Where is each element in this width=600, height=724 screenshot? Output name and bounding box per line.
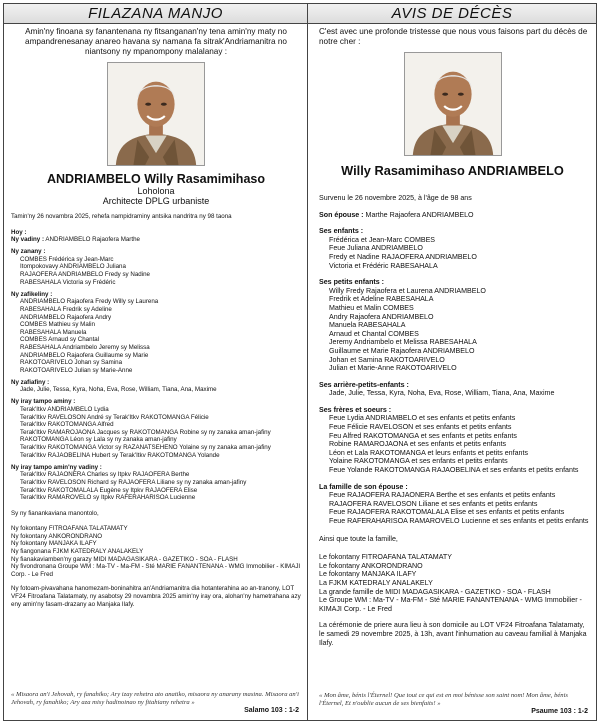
deceased-name-left: ANDRIAMBELO Willy Rasamimihaso — [47, 172, 265, 186]
list-item: Feue RAJAOFERA RAKOTOMALALA Elise et ses enfants et petits enfants — [329, 508, 565, 517]
list-item: Feue Lydia ANDRIAMBELO et ses enfants et petits enfants — [329, 414, 516, 423]
right-quote: « Mon âme, bénis l'Éternel! Que tout ce qui est en moi bénisse son saint nom! Mon âme, bénis l'Éternel, Et n'oublie aucun de ses bienfaits! » — [319, 692, 568, 707]
list-item: Terak'Itkv RAMAROVELO sy Itpkv RAFERAHARISOA Lucienne — [20, 494, 196, 502]
vady-value: ANDRIAMBELO Rajaofera Marthe — [45, 236, 140, 244]
list-item: Arnaud et Chantal COMBES — [329, 329, 419, 338]
list-item: Terak'Itkv RAJAONERA Charles sy Itpkv RAJAOFERA Berthe — [20, 471, 190, 479]
petits-enfants-label: Ses petits enfants : — [319, 278, 385, 287]
right-fokontany-list — [315, 553, 590, 613]
list-item: Feue Yolande RAKOTOMANGA RAJAOBELINA et ses enfants et petits enfants — [329, 466, 579, 475]
list-item: Ny fivondronana Groupe WM : Ma-TV - Ma-FM - Sté MARIE FANANTENANA - WMG Immobilier - KIMAJI Corp. - Le Fred — [11, 563, 301, 578]
right-intro: C'est avec une profonde tristesse que nous vous faisons part du décès de notre cher : — [319, 27, 588, 46]
ceremonie-text: La cérémonie de priere aura lieu à son domicile au LOT VF24 Fitroafana Talatamaty, le samedi 29 novembre 2025, à 13h, avant l'inhumation au caveau familial à Manjaka Ilafy. — [319, 621, 587, 647]
enfants-label: Ses enfants : — [319, 227, 364, 236]
list-item: Robine RAMAROJAONA et ses enfants et petits enfants — [329, 440, 507, 449]
vady-line — [11, 236, 301, 244]
arriere-petits-label: Ses arrière-petits-enfants : — [319, 380, 409, 389]
list-item: RAKOTOMANGA Léon sy Lala sy ny zanaka aman-jafiny — [20, 436, 177, 444]
iray-tampo-list — [11, 406, 301, 459]
list-item: COMBES Frédérica sy Jean-Marc — [20, 255, 114, 263]
list-item: Terak'Itkv RAKOTOMANGA Victor sy RAZANATSEHENO Yolaine sy ny zanaka aman-jafiny — [20, 444, 271, 452]
portrait-photo-right — [404, 52, 502, 156]
list-item: La grande famille de MIDI MADAGASIKARA - GAZETIKO - SOA - FLASH — [319, 587, 551, 596]
right-quote-ref: Psaume 103 : 1-2 — [531, 708, 588, 715]
list-item: Terak'Itkv RAKOTOMANGA Alfred — [20, 421, 114, 429]
enfants-list — [315, 236, 590, 270]
list-item: Terak'Itkv RAJAOBELINA Hubert sy Terak'Itkv RAKOTOMANGA Yolande — [20, 451, 220, 459]
zafiafiny-label: Ny zafiafiny : — [11, 378, 50, 386]
obituary-frame — [3, 3, 597, 721]
left-quote: « Misaora an'i Jehovah, ry fanahiko; Ary izay rehetra ato anatiko, misaora ny anarany masina. Misaora an'i Jehovah, ry fanahiko; Ary aza misy hadinoinao ny fitahiany rehetra » — [11, 691, 299, 706]
list-item: COMBES Arnaud sy Chantal — [20, 336, 100, 344]
left-fotoana: Ny fotoam-pivavahana hanomezam-boninahitra an'Andriamanitra dia hotanterahina ao an-tranony, LOT VF24 Fitroafana Talatamaty, ny asabotsy 29 novambra 2025 amin'ny iray ora, alohan'ny hametrahana azy eny amin'ny fasam-drazany ao Manjaka Ilafy. — [11, 585, 301, 608]
freres-soeurs-label: Ses frères et soeurs : — [319, 405, 392, 414]
list-item: Julian et Marie-Anne RAKOTOARIVELO — [329, 364, 457, 373]
list-item: COMBES Mathieu sy Malin — [20, 321, 95, 329]
list-item: Guillaume et Marie Rajaofera ANDRIAMBELO — [329, 346, 475, 355]
list-item: Manuela RABESAHALA — [329, 321, 406, 330]
list-item: Fredy et Nadine RAJAOFERA ANDRIAMBELO — [329, 252, 477, 261]
list-item: Frédérica et Jean-Marc COMBES — [329, 235, 436, 244]
list-item: La FJKM KATEDRALY ANALAKELY — [319, 578, 433, 587]
list-item: Ny fokontany ANKORONDRANO — [11, 532, 103, 540]
left-death-line: Tamin'ny 26 novambra 2025, rehefa nampidraminy antsika nandritra ny 98 taona — [11, 213, 232, 220]
list-item: Jeremy Andriambelo et Melissa RABESAHALA — [329, 338, 477, 347]
list-item: RAJAOFERA RAVELOSON Liliane et ses enfants et petits enfants — [329, 499, 538, 508]
epouse-label: Son épouse : — [319, 210, 364, 219]
list-item: ANDRIAMBELO Rajaofera Guillaume sy Marie — [20, 351, 149, 359]
list-item: Terak'Itkv RAVELOSON Richard sy RAJAOFERA Liliane sy ny zanaka aman-jafiny — [20, 478, 247, 486]
famille-epouse-list — [315, 491, 590, 525]
vady-label: Ny vadiny : — [11, 236, 45, 244]
list-item: Willy Fredy Rajaofera et Laurena ANDRIAMBELO — [329, 286, 486, 295]
epouse-line — [315, 211, 590, 220]
title-loholona: Loholona — [137, 186, 175, 196]
hoy-label: Hoy : — [11, 228, 27, 236]
portrait-illustration — [108, 63, 204, 165]
list-item: Terak'Itkv RAMAROJAONA Jacques sy RAKOTOMANGA Robine sy ny zanaka aman-jafiny — [20, 428, 271, 436]
list-item: Terak'Itkv ANDRIAMBELO Lydia — [20, 406, 109, 414]
list-item: Le Groupe WM : Ma-TV - Ma-FM - Sté MARIE FANANTENANA - WMG Immobilier - KIMAJI Corp. - Le Fred — [319, 596, 582, 613]
iray-tampo-vady-list — [11, 471, 301, 501]
right-death-line: Survenu le 26 novembre 2025, à l'âge de 98 ans — [319, 194, 472, 202]
portrait-photo-left — [107, 62, 205, 166]
left-header: FILAZANA MANJO — [4, 4, 307, 24]
zanany-list — [11, 256, 301, 286]
portrait-illustration — [405, 53, 501, 155]
list-item: Le fokontany FITROAFANA TALATAMATY — [319, 553, 452, 562]
freres-soeurs-list — [315, 414, 590, 474]
list-item: Feue RAJAOFERA RAJAONERA Berthe et ses enfants et petits enfants — [329, 491, 556, 500]
famille-epouse-label: La famille de son épouse : — [319, 482, 408, 491]
list-item: RABESAHALA Manuela — [20, 328, 87, 336]
list-item: RABESAHALA Andriambelo Jeremy sy Melissa — [20, 343, 150, 351]
list-item: ANDRIAMBELO Rajaofera Fredy Willy sy Laurena — [20, 298, 159, 306]
petits-enfants-list — [315, 287, 590, 373]
left-fokontany-list — [11, 525, 301, 578]
list-item: Yolaine RAKOTOMANGA et ses enfants et petits enfants — [329, 457, 508, 466]
iray-tampo-vady-label: Ny iray tampo amin'ny vadiny : — [11, 463, 102, 471]
zafikeliny-list — [11, 298, 301, 374]
ainsi-line: Ainsi que toute la famille, — [319, 534, 398, 543]
list-item: Terak'Itkv RAVELOSON André sy Terak'Itkv RAKOTOMANGA Félicie — [20, 413, 209, 421]
list-item: ANDRIAMBELO Rajaofera Andry — [20, 313, 112, 321]
list-item: Andry Rajaofera ANDRIAMBELO — [329, 312, 434, 321]
list-item: RABESAHALA Fredrik sy Adeline — [20, 305, 112, 313]
list-item: RAKOTOARIVELO Julian sy Marie-Anne — [20, 366, 133, 374]
iray-tampo-label: Ny iray tampo aminy : — [11, 398, 76, 406]
list-item: Itompokovavy ANDRIAMBELO Juliana — [20, 263, 126, 271]
zafiafiny-value: Jade, Julie, Tessa, Kyra, Noha, Eva, Rose, William, Tiana, Ana, Maxime — [20, 386, 217, 394]
list-item: Ny fokontany MANJAKA ILAFY — [11, 540, 97, 548]
fianakaviana-line: Sy ny fianankaviana manontolo, — [11, 509, 99, 517]
left-intro: Amin'ny finoana sy fanantenana ny fitsanganan'ny tena amin'ny maty no ampandrenesanay anareo havana sy namana fa sitrak'Andriamanitra no niantsony ny mpanompony malalanay : — [25, 27, 287, 56]
list-item: RAJAOFERA ANDRIAMBELO Fredy sy Nadine — [20, 271, 150, 279]
deceased-name-right: Willy Rasamimihaso ANDRIAMBELO — [341, 163, 564, 178]
zafikeliny-label: Ny zafikeliny : — [11, 290, 53, 298]
list-item: Léon et Lala RAKOTOMANGA et leurs enfants et petits enfants — [329, 448, 528, 457]
list-item: Fredrik et Adeline RABESAHALA — [329, 295, 434, 304]
list-item: Terak'Itkv RAKOTOMALALA Eugène sy Itpkv RAJAOFERA Elise — [20, 486, 198, 494]
french-column — [308, 4, 596, 720]
list-item: Ny fianakaviamben'ny garazy MIDI MADAGASIKARA - GAZETIKO - SOA - FLASH — [11, 555, 238, 563]
list-item: RAKOTOARIVELO Johan sy Samina — [20, 359, 123, 367]
list-item: Ny fiangonana FJKM KATEDRALY ANALAKELY — [11, 548, 144, 556]
list-item: Ny fokontany FITROAFANA TALATAMATY — [11, 525, 128, 533]
epouse-value: Marthe Rajaofera ANDRIAMBELO — [365, 210, 474, 219]
arriere-petits-value: Jade, Julie, Tessa, Kyra, Noha, Eva, Rose, William, Tiana, Ana, Maxime — [329, 389, 555, 398]
title-architect: Architecte DPLG urbaniste — [102, 196, 210, 206]
list-item: Le fokontany MANJAKA ILAFY — [319, 570, 417, 579]
malagasy-column — [4, 4, 308, 720]
list-item: Mathieu et Malin COMBES — [329, 303, 414, 312]
left-quote-ref: Salamo 103 : 1-2 — [244, 707, 299, 714]
zanany-label: Ny zanany : — [11, 248, 46, 256]
list-item: Feue Félicie RAVELOSON et ses enfants et petits enfants — [329, 423, 512, 432]
list-item: Feu Alfred RAKOTOMANGA et ses enfants et petits enfants — [329, 431, 517, 440]
list-item: Feue Juliana ANDRIAMBELO — [329, 244, 423, 253]
list-item: Johan et Samina RAKOTOARIVELO — [329, 355, 445, 364]
list-item: Le fokontany ANKORONDRANO — [319, 561, 423, 570]
list-item: RABESAHALA Victoria sy Frédéric — [20, 278, 116, 286]
list-item: Victoria et Frédéric RABESAHALA — [329, 261, 438, 270]
right-header: AVIS DE DÉCÈS — [308, 4, 596, 24]
list-item: Feue RAFERAHARISOA RAMAROVELO Lucienne et ses enfants et petits enfants — [329, 517, 589, 525]
